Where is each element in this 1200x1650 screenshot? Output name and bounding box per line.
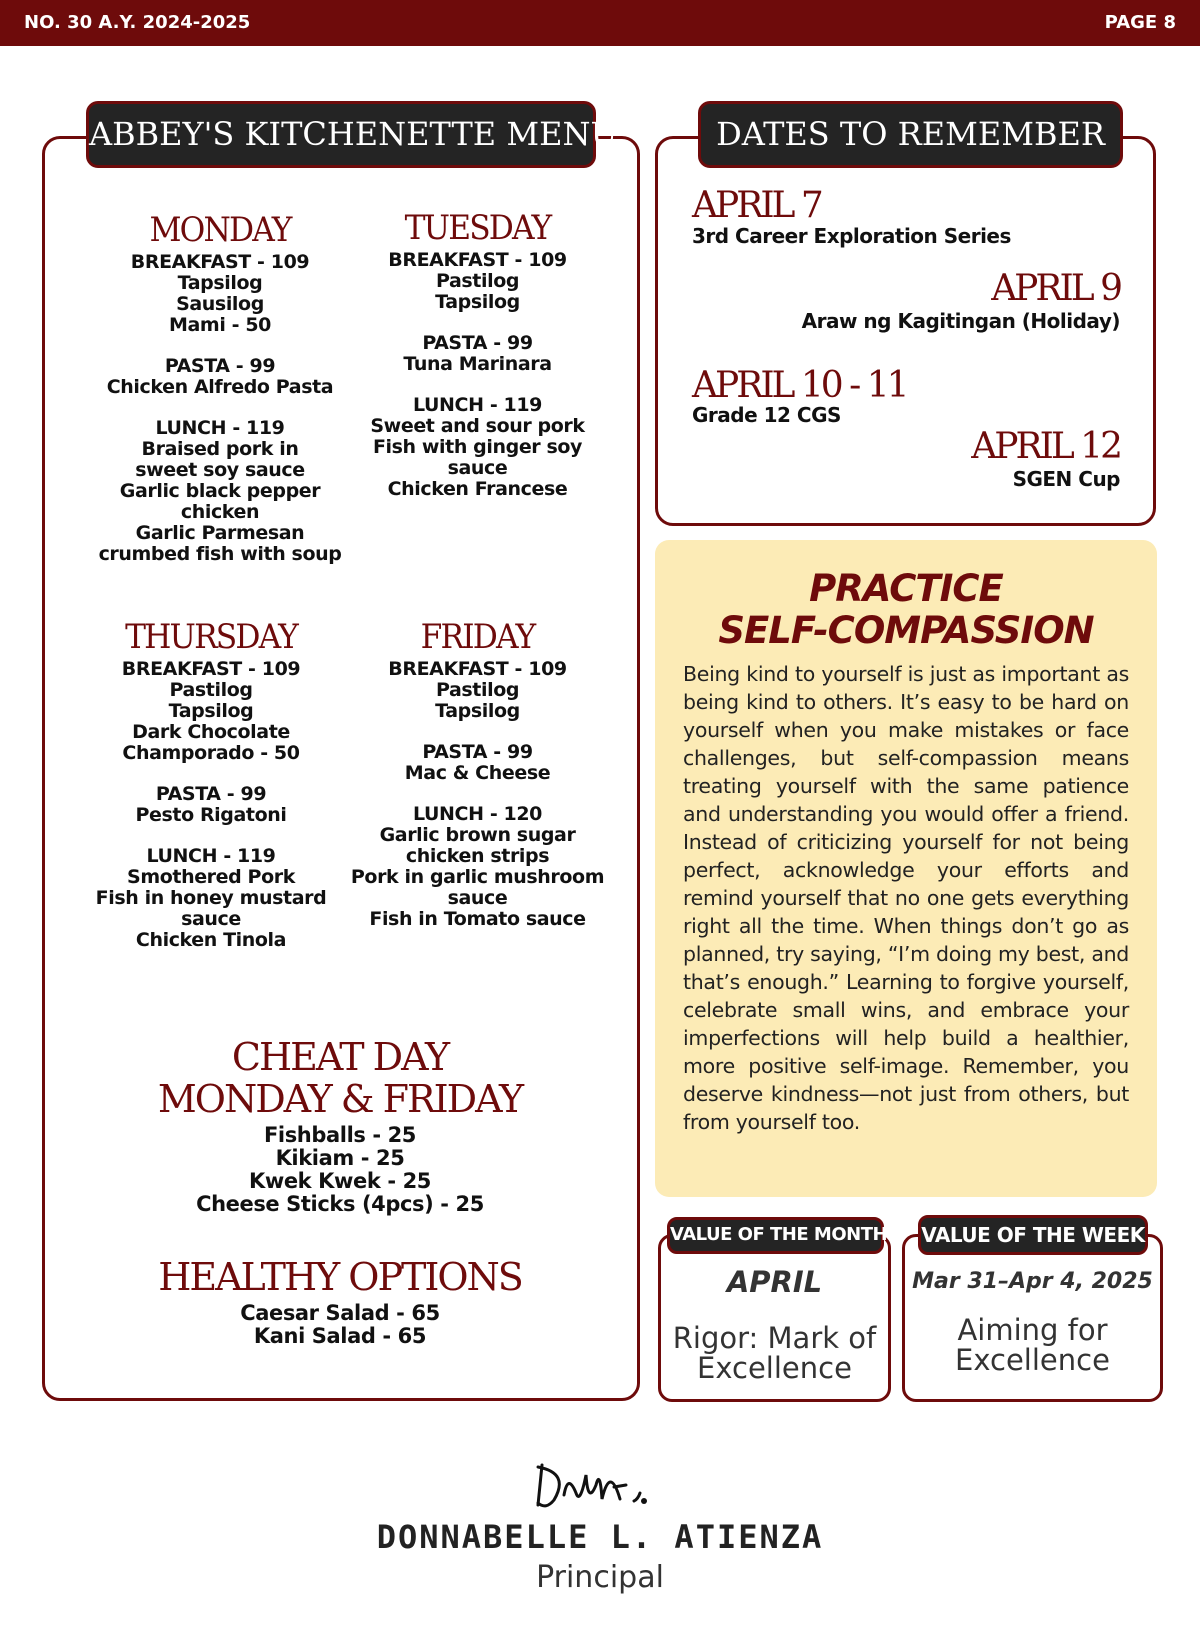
cheat-item: Kwek Kwek - 25 [248,1169,432,1193]
menu-line: Champorado - 50 [122,742,300,764]
friday-title: FRIDAY [420,617,535,657]
date-desc: SGEN Cup [1012,467,1120,491]
menu-line: Garlic black pepper chicken [119,480,321,523]
thursday-title: THURSDAY [125,617,297,657]
menu-line: Sausilog [176,293,264,315]
tuesday-menu [345,208,610,500]
value-week-text [905,1315,1160,1375]
value-month-name: APRIL [726,1265,823,1299]
date-desc: 3rd Career Exploration Series [692,224,1011,248]
healthy-item: Kani Salad - 65 [253,1324,427,1348]
menu-line: Mami - 50 [169,314,271,336]
issue-number: NO. 30 A.Y. 2024-2025 [24,12,251,33]
value-week-label: VALUE OF THE WEEK [921,1223,1145,1247]
menu-line: crumbed fish with soup [98,543,342,565]
date-desc: Araw ng Kagitingan (Holiday) [801,309,1120,333]
healthy-options-section [60,1256,620,1348]
menu-line: Pastilog [435,679,520,701]
menu-line: Pesto Rigatoni [135,804,287,826]
cheat-day-section [60,1036,620,1216]
menu-line: PASTA - 99 [155,783,267,805]
cheat-day-title: CHEAT DAY [231,1035,449,1079]
self-compassion-body: Being kind to yourself is just as important as being kind to others. It’s easy to be hard on yourself when you make mistakes or face challenges, but self-compassion means treating yourself with the same patience and understanding you would offer a friend. Instead of criticizing yourself for not being perfect, acknowledge your efforts and remind yourself that no one gets everything right all the time. When things don’t go as planned, try saying, “I’m doing my best, and that’s enough.” Learning to forgive yourself, celebrate small wins, and embrace your imperfections will help build a healthier, more positive self-image. Remember, you deserve kindness—not just from others, but from yourself too. [683,662,1129,1134]
menu-line: Tuna Marinara [403,353,552,375]
date-april-10-11: APRIL 10 - 11 [692,365,907,406]
menu-line: Garlic brown sugar [379,824,576,846]
menu-line: Chicken Francese [387,478,568,500]
value-line: Excellence [697,1351,852,1385]
value-line: Excellence [955,1343,1110,1377]
menu-line: Chicken Alfredo Pasta [106,376,334,398]
menu-line: Braised pork in [141,438,299,460]
menu-line: PASTA - 99 [422,741,533,763]
menu-line: LUNCH - 119 [155,417,285,439]
cheat-day-subtitle: MONDAY & FRIDAY [157,1077,523,1121]
value-week-tab [918,1215,1148,1255]
cheat-item: Cheese Sticks (4pcs) - 25 [196,1192,484,1216]
value-line: Aiming for [957,1313,1108,1347]
menu-line: LUNCH - 119 [413,394,542,416]
menu-line: Fish with ginger soy sauce [372,436,583,479]
self-compassion-box [655,540,1157,1197]
healthy-options-title: HEALTHY OPTIONS [158,1255,522,1299]
date-april-12: APRIL 12 [971,426,1120,467]
value-line: Rigor: Mark of [672,1321,877,1355]
menu-line: BREAKFAST - 109 [388,249,567,271]
title-line: PRACTICE [809,567,1003,610]
dates-title-tab [698,101,1123,168]
cheat-item: Fishballs - 25 [263,1123,417,1147]
menu-line: BREAKFAST - 109 [388,658,567,680]
signature-image [0,1455,1200,1519]
signatory-name: DONNABELLE L. ATIENZA [376,1518,824,1556]
cheat-item: Kikiam - 25 [275,1146,405,1170]
date-desc: Grade 12 CGS [692,403,841,427]
menu-title-tab [86,101,618,168]
monday-title: MONDAY [149,210,291,250]
menu-line: Fish in honey mustard [95,887,327,909]
menu-line: Fish in Tomato sauce [369,908,586,930]
value-week-dates: Mar 31–Apr 4, 2025 [912,1269,1153,1294]
tuesday-title: TUESDAY [404,208,551,248]
menu-line: Pork in garlic mushroom [350,866,605,888]
menu-line: PASTA - 99 [422,332,533,354]
top-bar [0,0,1200,46]
signatory-role: Principal [536,1560,664,1595]
title-line: SELF-COMPASSION [718,609,1094,652]
menu-title: ABBEY'S KITCHENETTE MENU [89,115,618,153]
menu-line: PASTA - 99 [164,355,276,377]
menu-line: Tapsilog [435,700,520,722]
menu-line: BREAKFAST - 109 [130,251,310,273]
menu-line: chicken strips [405,845,550,867]
menu-line: BREAKFAST - 109 [121,658,301,680]
menu-line: LUNCH - 120 [413,803,542,825]
dates-title: DATES TO REMEMBER [716,115,1105,153]
menu-line: Tapsilog [177,272,263,294]
date-april-7: APRIL 7 [692,185,821,226]
menu-line: sauce [447,887,508,909]
menu-line: Smothered Pork [127,866,295,888]
self-compassion-title [655,568,1157,652]
value-month-tab [667,1217,888,1254]
menu-line: Chicken Tinola [135,929,287,951]
value-month-panel [658,1234,891,1402]
menu-line: Garlic Parmesan [135,522,305,544]
thursday-menu [80,617,342,951]
value-month-text [661,1323,888,1383]
value-week-panel [902,1234,1163,1402]
menu-line: Pastilog [435,270,520,292]
menu-line: Dark Chocolate [132,721,290,743]
value-month-label: VALUE OF THE MONTH [670,1224,888,1245]
menu-line: Tapsilog [168,700,254,722]
menu-line: LUNCH - 119 [146,845,276,867]
friday-menu [345,617,610,930]
menu-line: sweet soy sauce [135,459,305,481]
date-april-9: APRIL 9 [991,268,1120,309]
menu-line: Sweet and sour pork [370,415,585,437]
signature-scribble [530,1455,670,1515]
page-number: PAGE 8 [1104,12,1176,33]
menu-line: sauce [181,908,241,930]
healthy-item: Caesar Salad - 65 [240,1301,440,1325]
menu-line: Mac & Cheese [404,762,551,784]
monday-menu [80,210,360,565]
menu-line: Pastilog [169,679,253,701]
menu-line: Tapsilog [435,291,520,313]
